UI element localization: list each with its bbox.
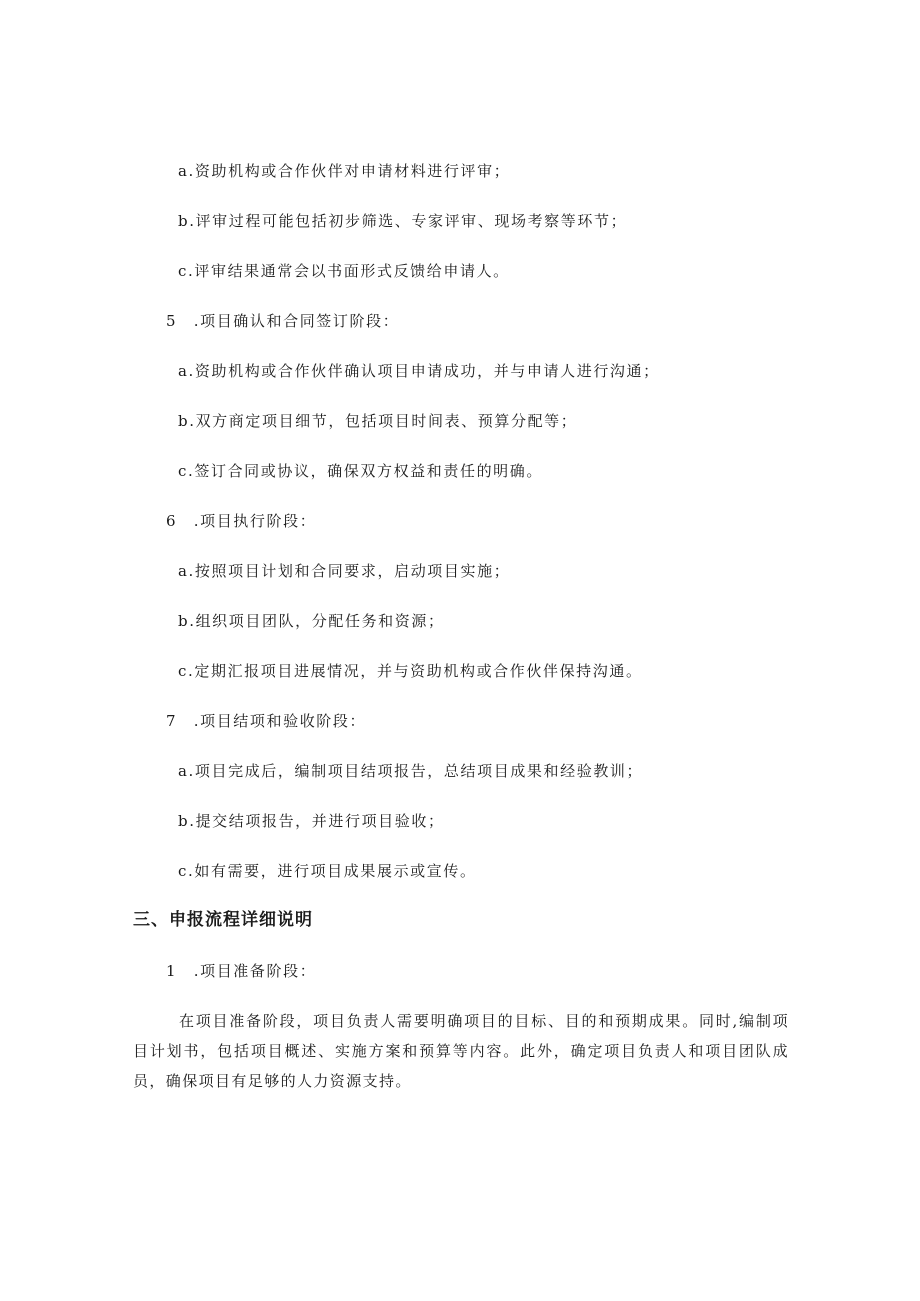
list-item: a.项目完成后，编制项目结项报告，总结项目成果和经验教训； [178, 762, 644, 780]
list-item: c.签订合同或协议，确保双方权益和责任的明确。 [178, 462, 543, 480]
list-item: a.资助机构或合作伙伴对申请材料进行评审； [178, 162, 511, 180]
body-paragraph: 在项目准备阶段，项目负责人需要明确项目的目标、目的和预期成果。同时,编制项目计划书，包括项目概述、实施方案和预算等内容。此外，确定项目负责人和项目团队成员，确保项目有足够的人力资源支持。 [133, 1012, 789, 1090]
list-item: b.评审过程可能包括初步筛选、专家评审、现场考察等环节； [178, 212, 628, 230]
list-item: b.双方商定项目细节，包括项目时间表、预算分配等； [178, 412, 578, 430]
section-heading: 三、申报流程详细说明 [133, 910, 313, 930]
step-heading: 6 .项目执行阶段： [166, 512, 317, 530]
list-item: c.评审结果通常会以书面形式反馈给申请人。 [178, 262, 510, 280]
step-heading: 7 .项目结项和验收阶段： [166, 712, 367, 730]
list-item: b.组织项目团队，分配任务和资源； [178, 612, 445, 630]
list-item: a.资助机构或合作伙伴确认项目申请成功，并与申请人进行沟通； [178, 362, 660, 380]
list-item: c.定期汇报项目进展情况，并与资助机构或合作伙伴保持沟通。 [178, 662, 643, 680]
list-item: a.按照项目计划和合同要求，启动项目实施； [178, 562, 511, 580]
step-heading: 1 .项目准备阶段： [166, 962, 317, 980]
step-heading: 5 .项目确认和合同签订阶段： [166, 312, 400, 330]
list-item: c.如有需要，进行项目成果展示或宣传。 [178, 862, 477, 880]
list-item: b.提交结项报告，并进行项目验收； [178, 812, 445, 830]
